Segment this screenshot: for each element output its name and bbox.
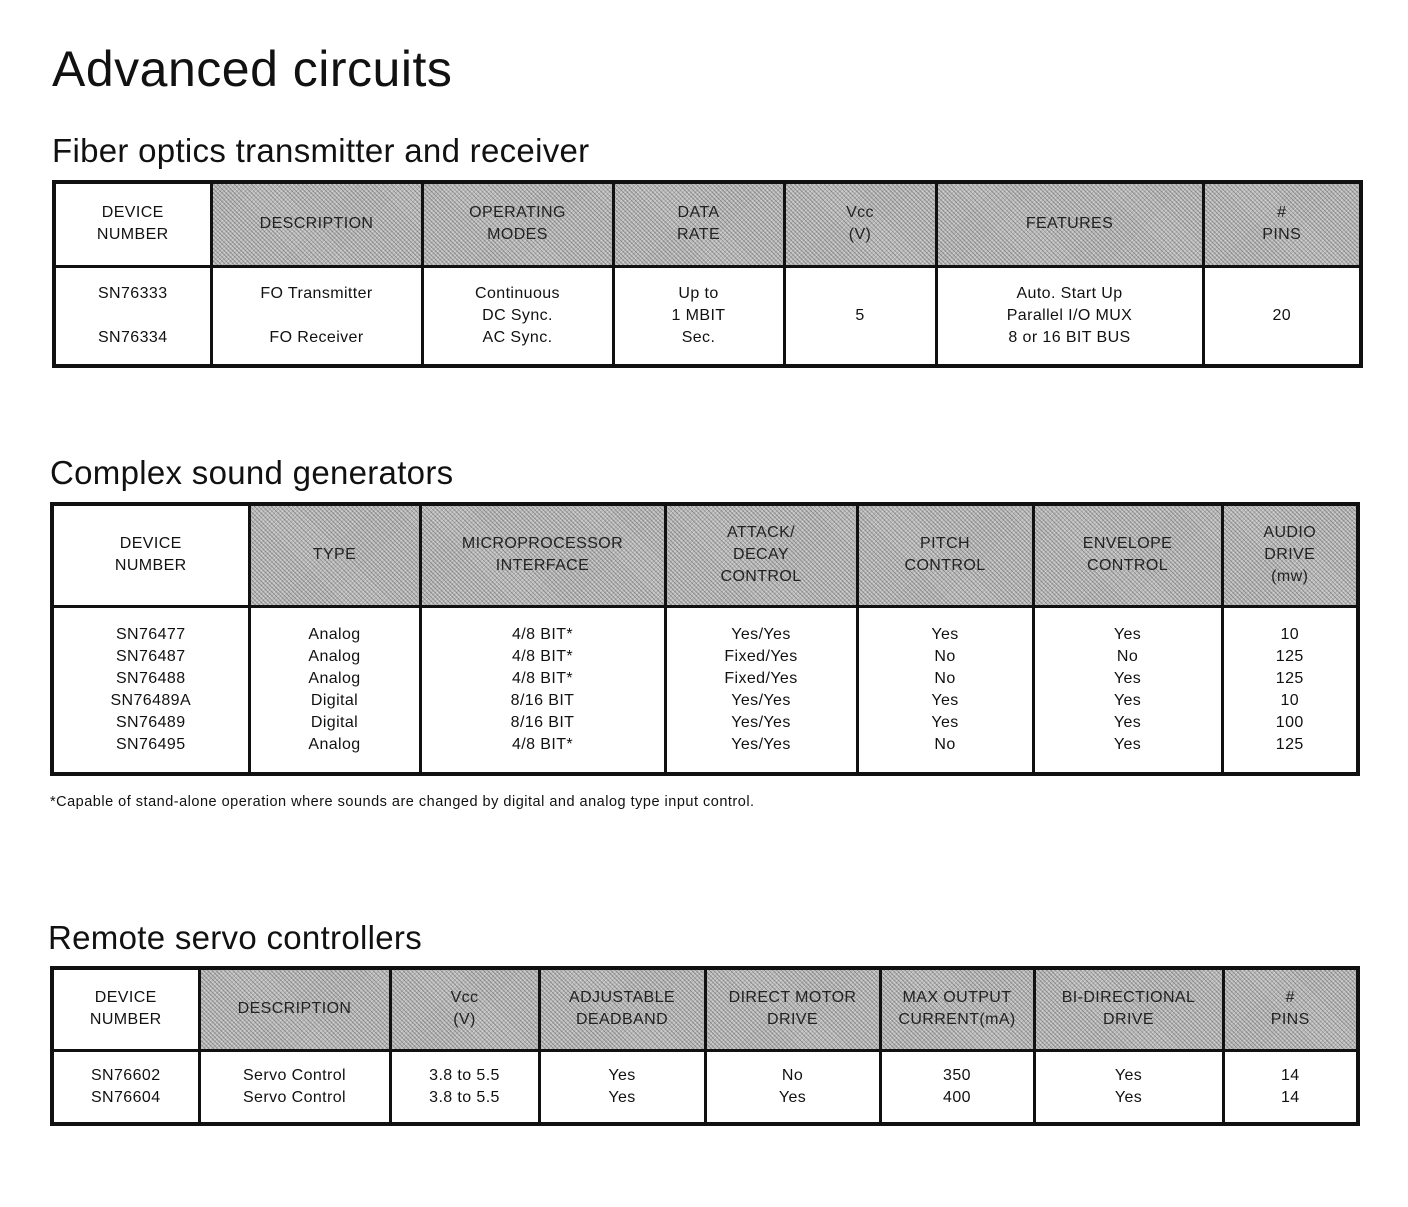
header-max-output-current: MAX OUTPUT CURRENT(mA) (880, 968, 1034, 1050)
header-row (52, 504, 1358, 606)
header-bi-directional-drive: BI-DIRECTIONAL DRIVE (1034, 968, 1223, 1050)
table-row (52, 1050, 1358, 1124)
cell-audio-drive: 10 125 125 10 100 125 (1222, 606, 1358, 774)
cell-vcc: 3.8 to 5.5 3.8 to 5.5 (390, 1050, 539, 1124)
header-description: DESCRIPTION (199, 968, 390, 1050)
section-title-servo-controllers: Remote servo controllers (48, 919, 423, 956)
header-envelope-control: ENVELOPE CONTROL (1033, 504, 1222, 606)
table-row (52, 606, 1358, 774)
cell-type: Analog Analog Analog Digital Digital Analog (249, 606, 420, 774)
page-title: Advanced circuits (52, 41, 453, 97)
header-features: FEATURES (936, 182, 1203, 266)
cell-description: FO Transmitter FO Receiver (211, 266, 422, 366)
table-row (54, 266, 1361, 366)
fiber-optics-table (52, 180, 1363, 368)
sound-generators-table (50, 502, 1360, 776)
cell-operating-modes: Continuous DC Sync. AC Sync. (422, 266, 613, 366)
cell-pins: 14 14 (1223, 1050, 1358, 1124)
header-type: TYPE (249, 504, 420, 606)
header-data-rate: DATA RATE (613, 182, 784, 266)
cell-envelope-control: Yes No Yes Yes Yes Yes (1033, 606, 1222, 774)
cell-adjustable-deadband: Yes Yes (539, 1050, 705, 1124)
header-row (54, 182, 1361, 266)
cell-microprocessor-interface: 4/8 BIT* 4/8 BIT* 4/8 BIT* 8/16 BIT 8/16 BIT 4/8 BIT* (420, 606, 665, 774)
footnote: *Capable of stand-alone operation where sounds are changed by digital and analog type input control. (50, 794, 755, 810)
header-microprocessor-interface: MICROPROCESSOR INTERFACE (420, 504, 665, 606)
header-device-number: DEVICE NUMBER (52, 504, 249, 606)
cell-data-rate: Up to 1 MBIT Sec. (613, 266, 784, 366)
cell-device-number: SN76477 SN76487 SN76488 SN76489A SN76489 SN76495 (52, 606, 249, 774)
cell-features: Auto. Start Up Parallel I/O MUX 8 or 16 BIT BUS (936, 266, 1203, 366)
cell-bi-directional-drive: Yes Yes (1034, 1050, 1223, 1124)
section-title-sound-generators: Complex sound generators (50, 454, 454, 491)
header-audio-drive: AUDIO DRIVE (mw) (1222, 504, 1358, 606)
section-title-fiber-optics: Fiber optics transmitter and receiver (52, 132, 590, 169)
cell-attack-decay-control: Yes/Yes Fixed/Yes Fixed/Yes Yes/Yes Yes/Yes Yes/Yes (665, 606, 857, 774)
cell-device-number: SN76333 SN76334 (54, 266, 211, 366)
header-operating-modes: OPERATING MODES (422, 182, 613, 266)
header-adjustable-deadband: ADJUSTABLE DEADBAND (539, 968, 705, 1050)
header-pitch-control: PITCH CONTROL (857, 504, 1033, 606)
header-device-number: DEVICE NUMBER (54, 182, 211, 266)
header-direct-motor-drive: DIRECT MOTOR DRIVE (705, 968, 880, 1050)
cell-max-output-current: 350 400 (880, 1050, 1034, 1124)
header-pins: # PINS (1223, 968, 1358, 1050)
header-device-number: DEVICE NUMBER (52, 968, 199, 1050)
cell-pitch-control: Yes No No Yes Yes No (857, 606, 1033, 774)
header-attack-decay-control: ATTACK/ DECAY CONTROL (665, 504, 857, 606)
header-row (52, 968, 1358, 1050)
header-pins: # PINS (1203, 182, 1361, 266)
cell-description: Servo Control Servo Control (199, 1050, 390, 1124)
servo-controllers-table (50, 966, 1360, 1126)
header-description: DESCRIPTION (211, 182, 422, 266)
cell-pins: 20 (1203, 266, 1361, 366)
cell-device-number: SN76602 SN76604 (52, 1050, 199, 1124)
header-vcc: Vcc (V) (784, 182, 936, 266)
cell-vcc: 5 (784, 266, 936, 366)
header-vcc: Vcc (V) (390, 968, 539, 1050)
cell-direct-motor-drive: No Yes (705, 1050, 880, 1124)
